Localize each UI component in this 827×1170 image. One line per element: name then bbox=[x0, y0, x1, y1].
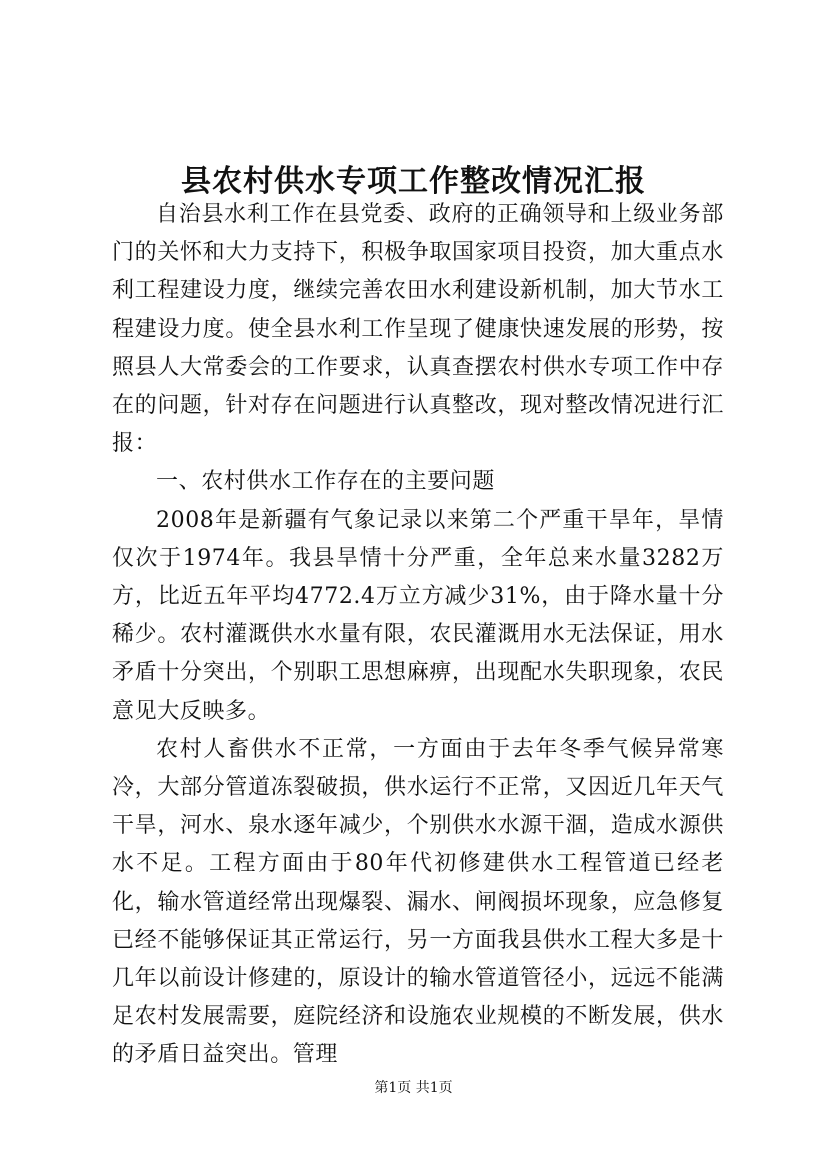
document-body bbox=[112, 196, 724, 1075]
page-footer: 第1页 共1页 bbox=[374, 1080, 453, 1096]
paragraph-water-supply: 农村人畜供水不正常，一方面由于去年冬季气候异常寒冷，大部分管道冻裂破损，供水运行不正常，又因近几年天气干旱，河水、泉水逐年减少，个别供水水源干涸，造成水源供水不足。工程方面由于80年代初修建供水工程管道已经老化，输水管道经常出现爆裂、漏水、闸阀损坏现象，应急修复已经不能够保证其正常运行，另一方面我县供水工程大多是十几年以前设计修建的，原设计的输水管道管径小，远远不能满足农村发展需要，庭院经济和设施农业规模的不断发展，供水的矛盾日益突出。管理 bbox=[112, 736, 724, 1068]
section-heading: 一、农村供水工作存在的主要问题 bbox=[156, 469, 496, 495]
paragraph-intro: 自治县水利工作在县党委、政府的正确领导和上级业务部门的关怀和大力支持下，积极争取国家项目投资，加大重点水利工程建设力度，继续完善农田水利建设新机制，加大节水工程建设力度。使全县水利工作呈现了健康快速发展的形势，按照县人大常委会的工作要求，认真查摆农村供水专项工作中存在的问题，针对存在问题进行认真整改，现对整改情况进行汇报： bbox=[112, 202, 724, 457]
paragraph-drought: 2008年是新疆有气象记录以来第二个严重干旱年，旱情仅次于1974年。我县旱情十分严重，全年总来水量3282万方，比近五年平均4772.4万立方减少31%，由于降水量十分稀少。农村灌溉供水水量有限，农民灌溉用水无法保证，用水矛盾十分突出，个别职工思想麻痹，出现配水失职现象，农民意见大反映多。 bbox=[112, 507, 724, 724]
document-title: 县农村供水专项工作整改情况汇报 bbox=[181, 164, 646, 200]
